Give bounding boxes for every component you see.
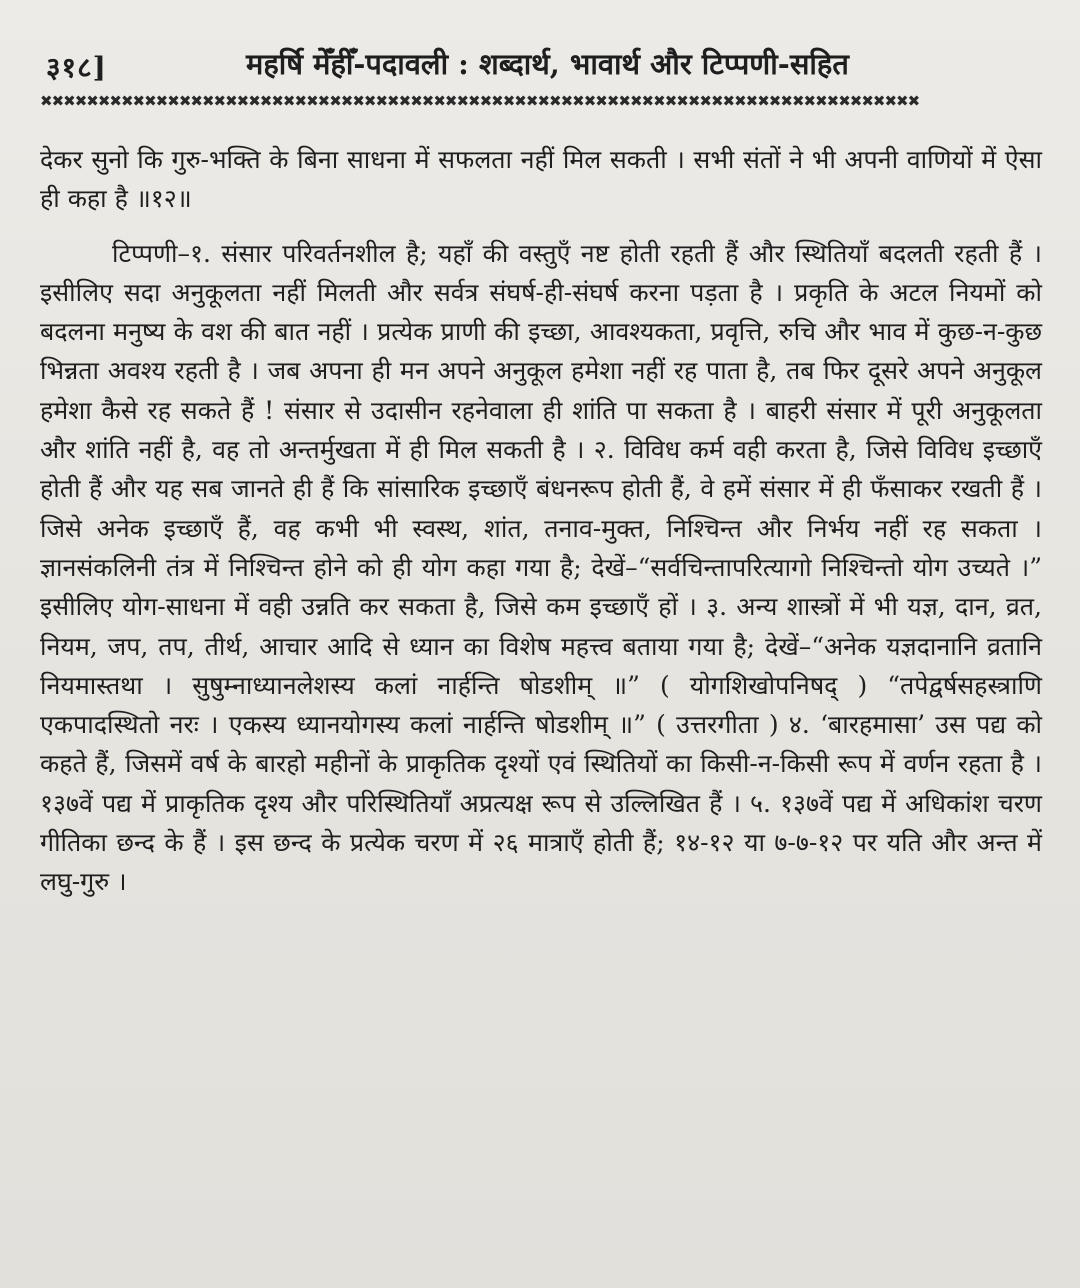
running-title: महर्षि मेँहीँ-पदावली : शब्दार्थ, भावार्थ और टिप्पणी-सहित [246,47,849,81]
page-number: ३१८] [46,51,107,84]
paragraph-notes: टिप्पणी–१. संसार परिवर्तनशील है; यहाँ की वस्तुएँ नष्ट होती रहती हैं और स्थितियाँ बदलती रहती हैं । इसीलिए सदा अनुकूलता नहीं मिलती और सर्वत्र संघर्ष-ही-संघर्ष करना पड़ता है । प्रकृति के अटल नियमों को बदलना मनुष्य के वश की बात नहीं । प्रत्येक प्राणी की इच्छा, आवश्यकता, प्रवृत्ति, रुचि और भाव में कुछ-न-कुछ भिन्नता अवश्य रहती है । जब अपना ही मन अपने अनुकूल हमेशा नहीं रह पाता है, तब फिर दूसरे अपने अनुकूल हमेशा कैसे रह सकते हैं ! संसार से उदासीन रहनेवाला ही शांति पा सकता है । बाहरी संसार में पूरी अनुकूलता और शांति नहीं है, वह तो अन्तर्मुखता में ही मिल सकती है । २. विविध कर्म वही करता है, जिसे विविध इच्छाएँ होती हैं और यह सब जानते ही हैं कि सांसारिक इच्छाएँ बंधनरूप होती हैं, वे हमें संसार में ही फँसाकर रखती हैं । जिसे अनेक इच्छाएँ हैं, वह कभी भी स्वस्थ, शांत, तनाव-मुक्त, निश्चिन्त और निर्भय नहीं रह सकता । ज्ञानसंकलिनी तंत्र में निश्चिन्त होने को ही योग कहा गया है; देखें–“सर्वचिन्तापरित्यागो निश्चिन्तो योग उच्यते ।” इसीलिए योग-साधना में वही उन्नति कर सकता है, जिसे कम इच्छाएँ हों । ३. अन्य शास्त्रों में भी यज्ञ, दान, व्रत, नियम, जप, तप, तीर्थ, आचार आदि से ध्यान का विशेष महत्त्व बताया गया है; देखें–“अनेक यज्ञदानानि व्रतानि नियमास्तथा । सुषुम्नाध्यानलेशस्य कलां नार्हन्ति षोडशीम् ॥” ( योगशिखोपनिषद् ) “तपेद्वर्षसहस्त्राणि एकपादस्थितो नरः । एकस्य ध्यानयोगस्य कलां नार्हन्ति षोडशीम् ॥” ( उत्तरगीता ) ४. ‘बारहमासा’ उस पद्य को कहते हैं, जिसमें वर्ष के बारहो महीनों के प्राकृतिक दृश्यों एवं स्थितियों का किसी-न-किसी रूप में वर्णन रहता है । १३७वें पद्य में प्राकृतिक दृश्य और परिस्थितियाँ अप्रत्यक्ष रूप से उल्लिखित हैं । ५. १३७वें पद्य में अधिकांश चरण गीतिका छन्द के हैं । इस छन्द के प्रत्येक चरण में २६ मात्राएँ होती हैं; १४-१२ या ७-७-१२ पर यति और अन्त में लघु-गुरु । [40,238,1042,897]
decorative-border: ✖✖✖✖✖✖✖✖✖✖✖✖✖✖✖✖✖✖✖✖✖✖✖✖✖✖✖✖✖✖✖✖✖✖✖✖✖✖✖✖✖✖✖✖✖✖✖✖✖✖✖✖✖✖✖✖✖✖✖✖✖✖✖✖✖✖✖✖✖✖✖✖✖✖✖✖ [40,92,920,110]
page-body [40,140,1042,902]
page-header [46,40,1040,92]
paragraph-continuation: देकर सुनो कि गुरु-भक्ति के बिना साधना में सफलता नहीं मिल सकती । सभी संतों ने भी अपनी वाणियों में ऐसा ही कहा है ॥१२॥ [40,145,1042,214]
